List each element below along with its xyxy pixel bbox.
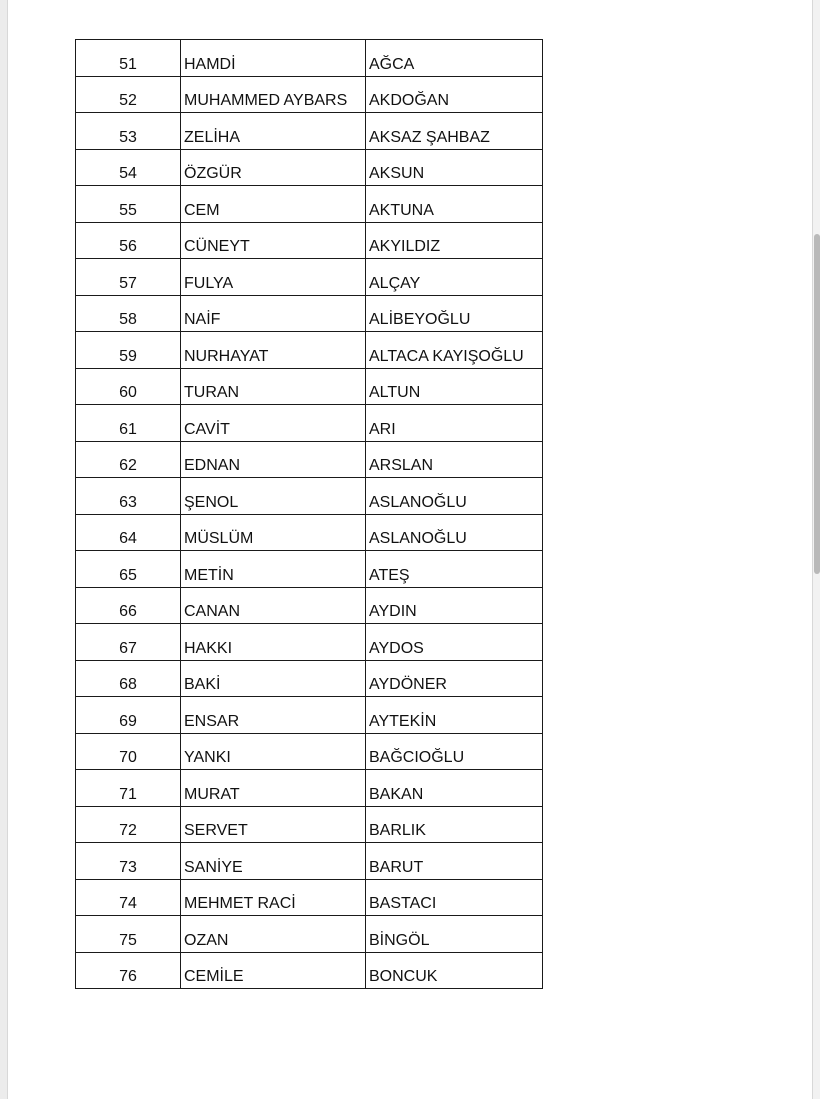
- table-row: [76, 843, 543, 880]
- last-name-cell: ATEŞ: [366, 551, 543, 588]
- first-name-cell: YANKI: [181, 733, 366, 770]
- table-row: [76, 697, 543, 734]
- row-number-cell: 57: [76, 259, 181, 296]
- names-table-body: [76, 40, 543, 989]
- last-name-cell: BAKAN: [366, 770, 543, 807]
- table-row: [76, 660, 543, 697]
- table-row: [76, 405, 543, 442]
- last-name-cell: BONCUK: [366, 952, 543, 989]
- first-name-cell: HAMDİ: [181, 40, 366, 77]
- names-table: [75, 39, 543, 989]
- row-number-cell: 62: [76, 441, 181, 478]
- row-number-cell: 51: [76, 40, 181, 77]
- row-number-cell: 72: [76, 806, 181, 843]
- document-page: [7, 0, 813, 1099]
- last-name-cell: BİNGÖL: [366, 916, 543, 953]
- last-name-cell: AYDIN: [366, 587, 543, 624]
- last-name-cell: ALTUN: [366, 368, 543, 405]
- row-number-cell: 64: [76, 514, 181, 551]
- table-row: [76, 332, 543, 369]
- first-name-cell: CAVİT: [181, 405, 366, 442]
- table-row: [76, 514, 543, 551]
- row-number-cell: 58: [76, 295, 181, 332]
- last-name-cell: AĞCA: [366, 40, 543, 77]
- last-name-cell: BARUT: [366, 843, 543, 880]
- row-number-cell: 66: [76, 587, 181, 624]
- first-name-cell: MEHMET RACİ: [181, 879, 366, 916]
- row-number-cell: 76: [76, 952, 181, 989]
- table-row: [76, 259, 543, 296]
- row-number-cell: 54: [76, 149, 181, 186]
- last-name-cell: ARSLAN: [366, 441, 543, 478]
- first-name-cell: OZAN: [181, 916, 366, 953]
- first-name-cell: NURHAYAT: [181, 332, 366, 369]
- table-row: [76, 186, 543, 223]
- first-name-cell: TURAN: [181, 368, 366, 405]
- first-name-cell: HAKKI: [181, 624, 366, 661]
- row-number-cell: 65: [76, 551, 181, 588]
- row-number-cell: 68: [76, 660, 181, 697]
- table-row: [76, 733, 543, 770]
- table-row: [76, 149, 543, 186]
- table-row: [76, 952, 543, 989]
- first-name-cell: METİN: [181, 551, 366, 588]
- row-number-cell: 74: [76, 879, 181, 916]
- last-name-cell: ASLANOĞLU: [366, 478, 543, 515]
- row-number-cell: 59: [76, 332, 181, 369]
- table-row: [76, 587, 543, 624]
- last-name-cell: AYDÖNER: [366, 660, 543, 697]
- first-name-cell: ZELİHA: [181, 113, 366, 150]
- last-name-cell: BARLIK: [366, 806, 543, 843]
- first-name-cell: ENSAR: [181, 697, 366, 734]
- first-name-cell: SERVET: [181, 806, 366, 843]
- last-name-cell: ARI: [366, 405, 543, 442]
- row-number-cell: 55: [76, 186, 181, 223]
- first-name-cell: FULYA: [181, 259, 366, 296]
- last-name-cell: AYTEKİN: [366, 697, 543, 734]
- row-number-cell: 52: [76, 76, 181, 113]
- table-row: [76, 806, 543, 843]
- first-name-cell: CEM: [181, 186, 366, 223]
- table-row: [76, 40, 543, 77]
- table-row: [76, 478, 543, 515]
- first-name-cell: MÜSLÜM: [181, 514, 366, 551]
- table-row: [76, 113, 543, 150]
- table-row: [76, 222, 543, 259]
- row-number-cell: 73: [76, 843, 181, 880]
- scrollbar-thumb[interactable]: [814, 234, 820, 574]
- last-name-cell: AKSUN: [366, 149, 543, 186]
- table-row: [76, 368, 543, 405]
- last-name-cell: ALTACA KAYIŞOĞLU: [366, 332, 543, 369]
- last-name-cell: ALİBEYOĞLU: [366, 295, 543, 332]
- first-name-cell: ÖZGÜR: [181, 149, 366, 186]
- row-number-cell: 53: [76, 113, 181, 150]
- first-name-cell: MURAT: [181, 770, 366, 807]
- last-name-cell: BAĞCIOĞLU: [366, 733, 543, 770]
- row-number-cell: 75: [76, 916, 181, 953]
- last-name-cell: BASTACI: [366, 879, 543, 916]
- vertical-scrollbar[interactable]: [813, 0, 820, 1099]
- first-name-cell: EDNAN: [181, 441, 366, 478]
- last-name-cell: AKSAZ ŞAHBAZ: [366, 113, 543, 150]
- first-name-cell: CEMİLE: [181, 952, 366, 989]
- first-name-cell: NAİF: [181, 295, 366, 332]
- last-name-cell: AYDOS: [366, 624, 543, 661]
- table-row: [76, 916, 543, 953]
- table-row: [76, 624, 543, 661]
- table-row: [76, 76, 543, 113]
- row-number-cell: 70: [76, 733, 181, 770]
- first-name-cell: ŞENOL: [181, 478, 366, 515]
- first-name-cell: SANİYE: [181, 843, 366, 880]
- last-name-cell: AKTUNA: [366, 186, 543, 223]
- table-row: [76, 879, 543, 916]
- row-number-cell: 60: [76, 368, 181, 405]
- row-number-cell: 69: [76, 697, 181, 734]
- row-number-cell: 56: [76, 222, 181, 259]
- first-name-cell: CÜNEYT: [181, 222, 366, 259]
- row-number-cell: 67: [76, 624, 181, 661]
- row-number-cell: 71: [76, 770, 181, 807]
- first-name-cell: BAKİ: [181, 660, 366, 697]
- table-row: [76, 295, 543, 332]
- table-row: [76, 441, 543, 478]
- last-name-cell: ASLANOĞLU: [366, 514, 543, 551]
- row-number-cell: 61: [76, 405, 181, 442]
- first-name-cell: MUHAMMED AYBARS: [181, 76, 366, 113]
- last-name-cell: AKYILDIZ: [366, 222, 543, 259]
- first-name-cell: CANAN: [181, 587, 366, 624]
- table-row: [76, 551, 543, 588]
- row-number-cell: 63: [76, 478, 181, 515]
- table-row: [76, 770, 543, 807]
- last-name-cell: ALÇAY: [366, 259, 543, 296]
- last-name-cell: AKDOĞAN: [366, 76, 543, 113]
